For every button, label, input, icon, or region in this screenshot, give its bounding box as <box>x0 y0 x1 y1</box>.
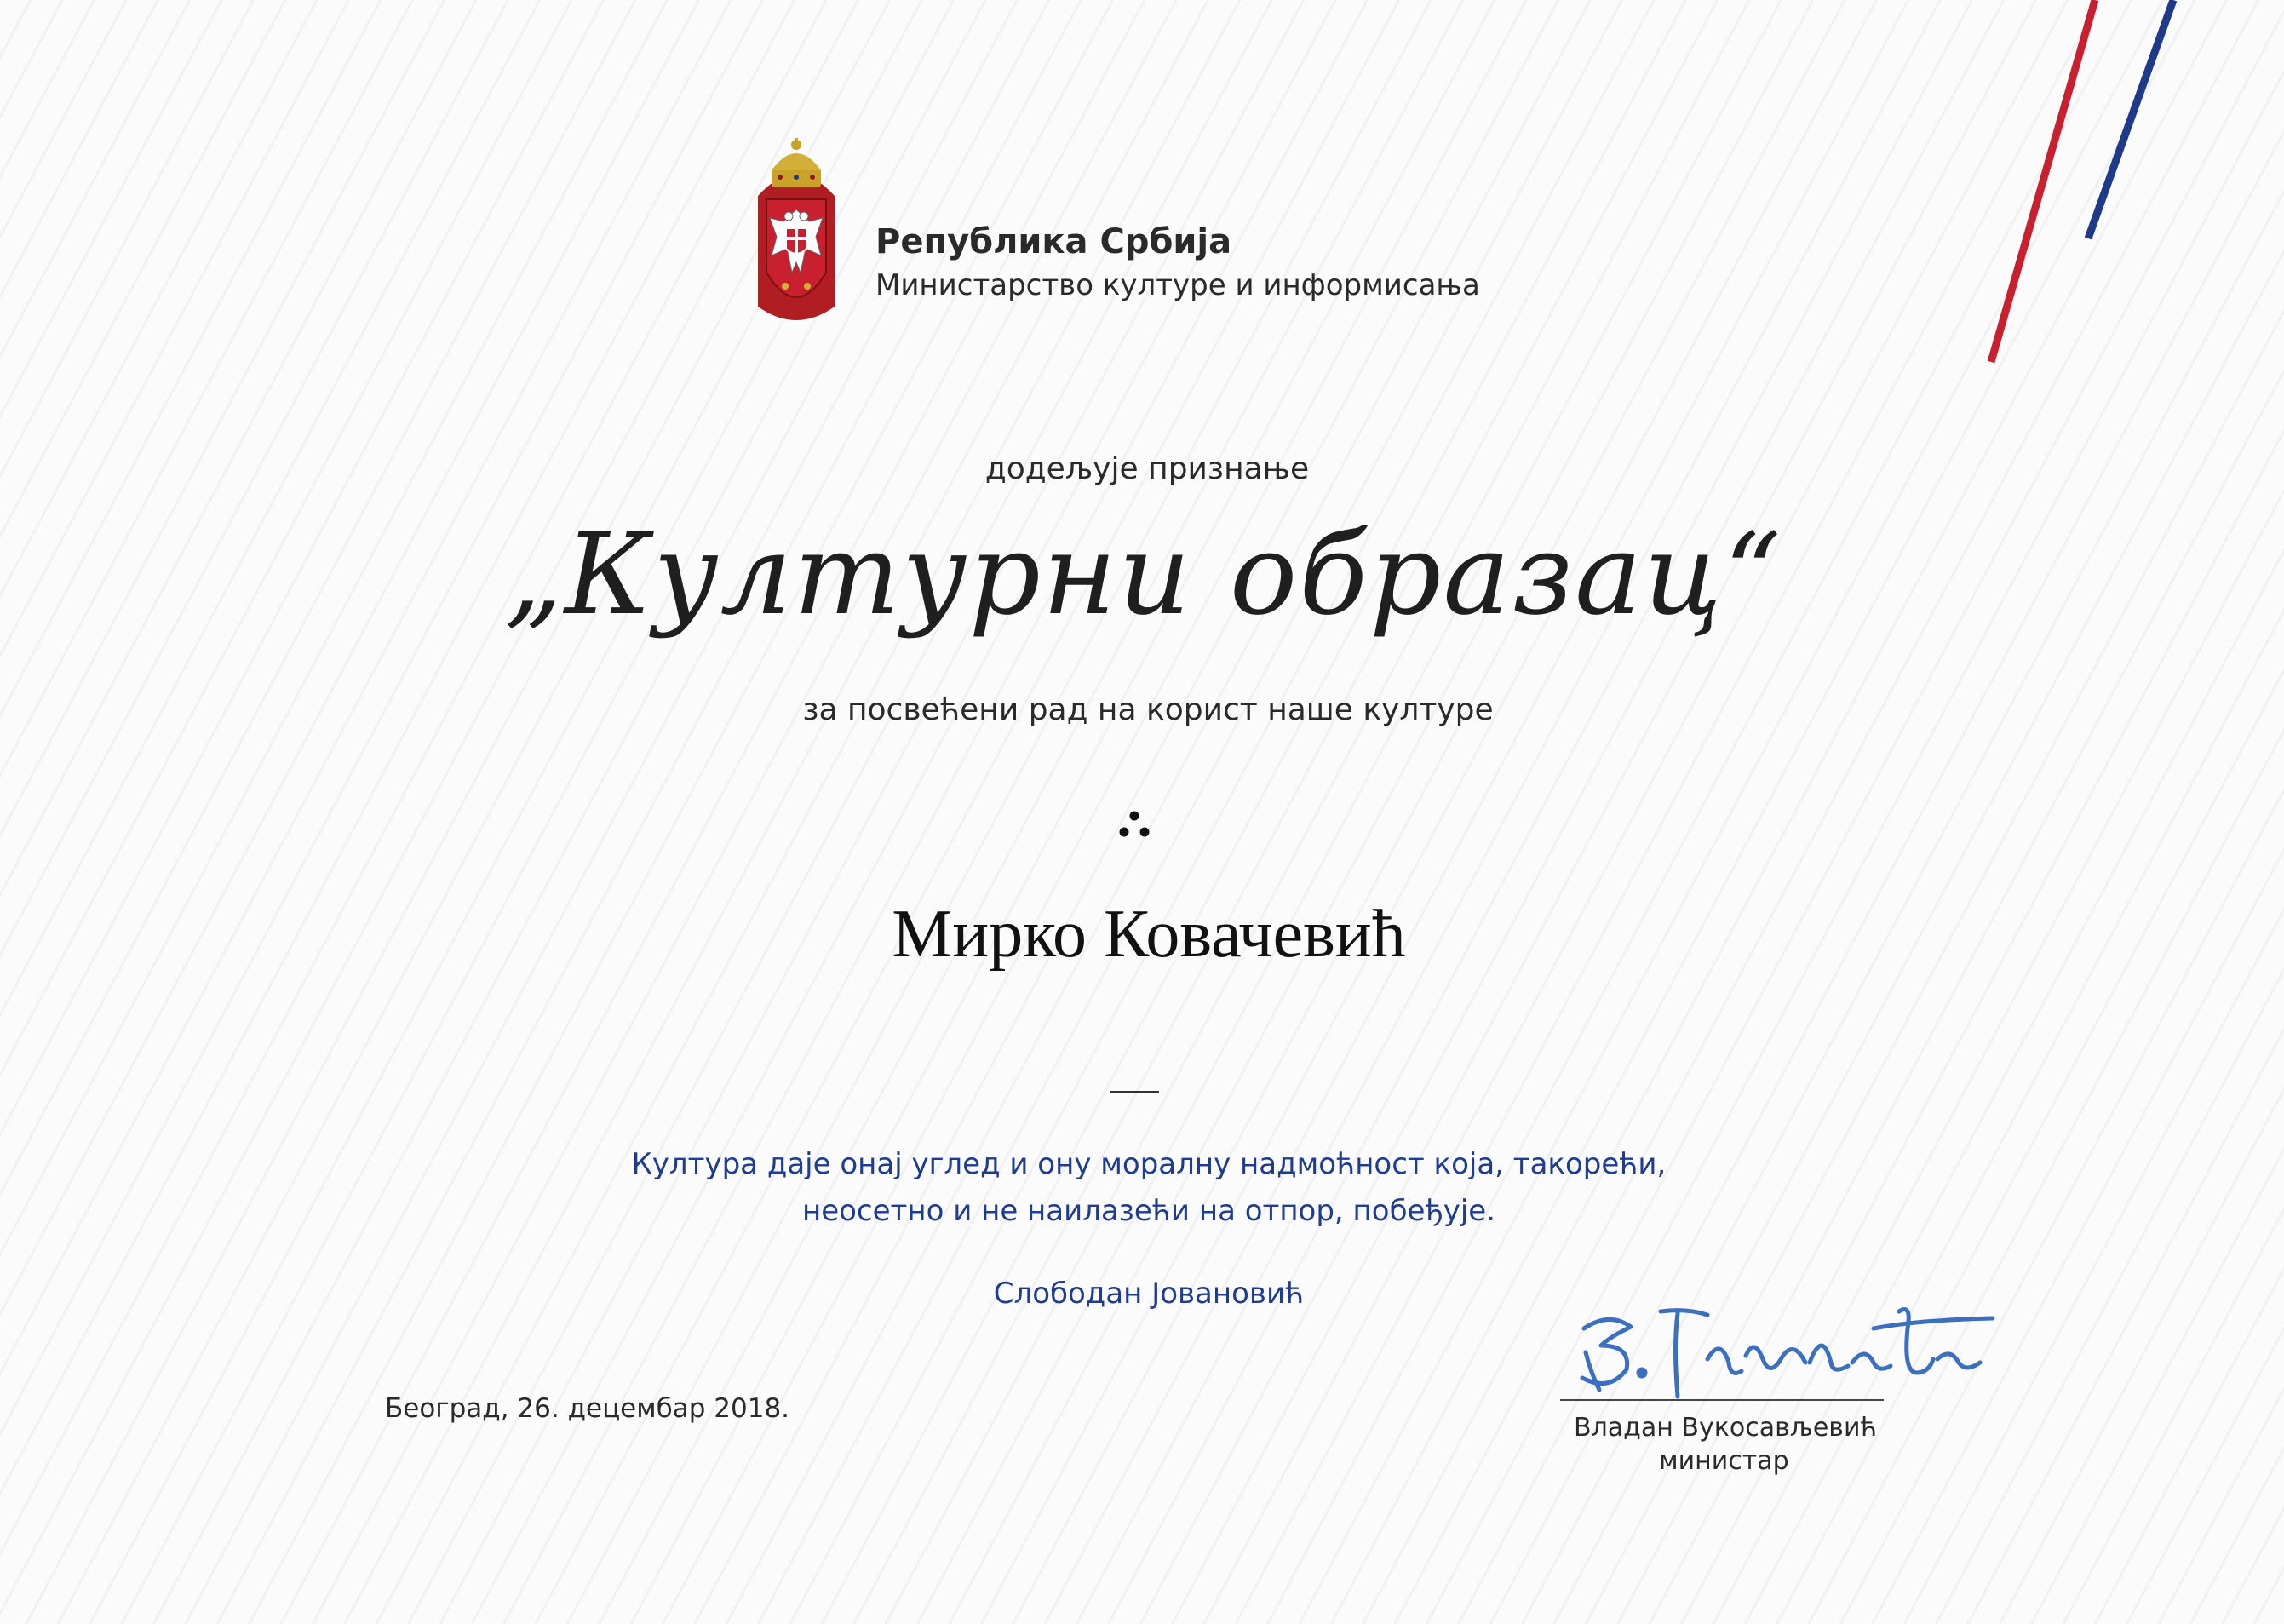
signer-name: Владан Вукосављевић <box>1574 1413 1878 1443</box>
red-stripe <box>1991 0 2095 362</box>
signature-line <box>1560 1399 1884 1401</box>
divider-rule <box>1110 1091 1159 1093</box>
ministry-name: Министарство културе и информисања <box>875 268 1480 302</box>
signer-title: министар <box>1659 1446 1789 1476</box>
place-date: Београд, 26. децембар 2018. <box>385 1393 790 1424</box>
dedication-line: за посвећени рад на корист наше културе <box>802 692 1494 727</box>
recipient-name: Мирко Ковачевић <box>892 897 1406 972</box>
crown-icon <box>772 138 821 187</box>
serbian-coat-of-arms-icon <box>746 136 846 341</box>
country-name: Република Србија <box>875 222 1232 261</box>
trefoil-dots-icon <box>1116 809 1153 840</box>
signature-image <box>1550 1277 2001 1405</box>
flag-stripes-decoration <box>1959 0 2284 383</box>
award-title: „Културни образац“ <box>504 509 1783 640</box>
awards-line: додељује признање <box>984 451 1310 486</box>
header-text <box>875 220 1480 307</box>
quote-author: Слободан Јовановић <box>993 1277 1305 1311</box>
blue-stripe <box>2088 0 2173 238</box>
quote-line-1: Култура даје онај углед и ону моралну надмоћност која, такорећи, <box>631 1147 1667 1181</box>
quote-line-2: неосетно и не наилазећи на отпор, побеђује. <box>801 1194 1496 1228</box>
cross-shield-icon <box>786 228 806 254</box>
